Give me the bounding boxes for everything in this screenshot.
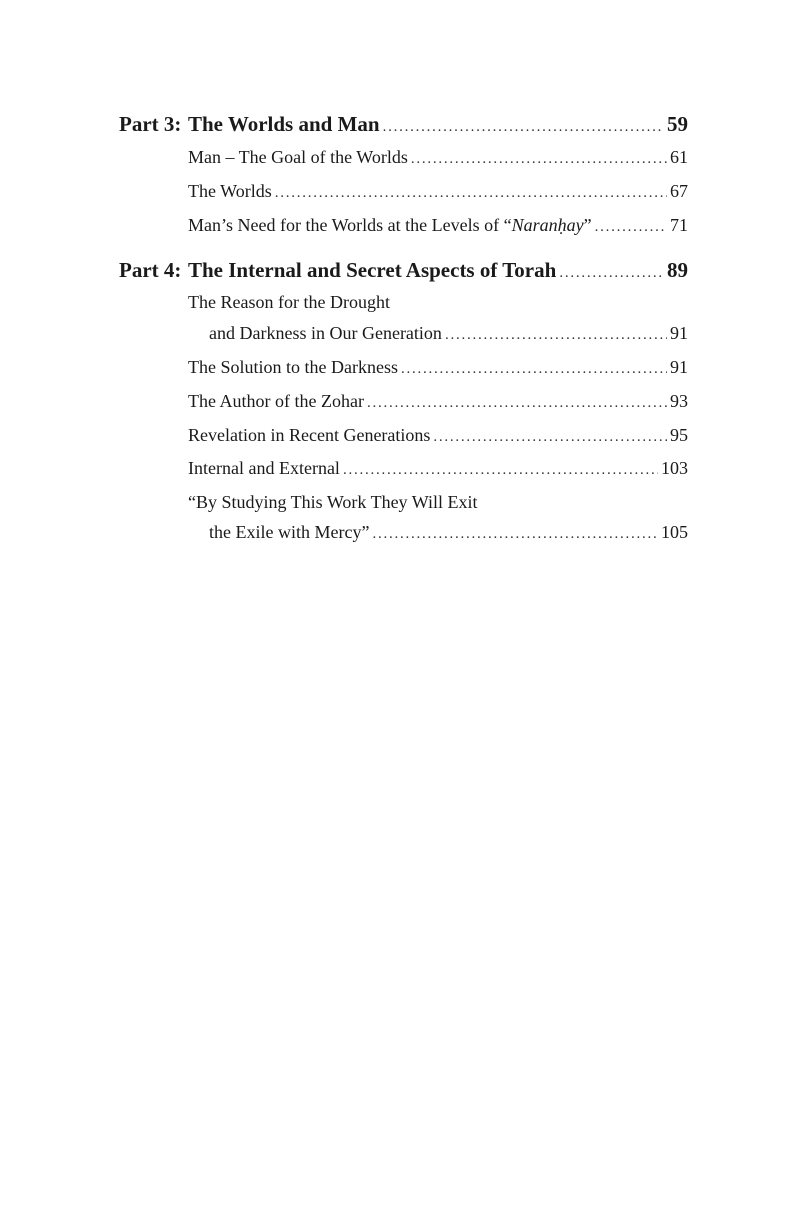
part-4-title: The Internal and Secret Aspects of Torah xyxy=(188,258,557,282)
toc-entry-title-line1: “By Studying This Work They Will Exit xyxy=(188,492,478,512)
toc-entry-title: Internal and External xyxy=(188,458,340,478)
toc-entry xyxy=(188,391,688,412)
dot-leader xyxy=(401,361,667,378)
toc-entry-title-line2: and Darkness in Our Generation xyxy=(209,323,442,343)
dot-leader xyxy=(559,265,664,282)
dot-leader xyxy=(433,429,667,446)
dot-leader xyxy=(367,395,667,412)
toc-entry-title-italic: Naranḥay xyxy=(511,215,584,235)
toc-entry-page: 95 xyxy=(670,425,688,445)
toc-entry-title: Man – The Goal of the Worlds xyxy=(188,147,408,167)
toc-entry xyxy=(188,357,688,378)
dot-leader xyxy=(411,151,667,168)
toc-entry-page: 61 xyxy=(670,147,688,167)
dot-leader xyxy=(595,219,667,236)
toc-entry-title: The Worlds xyxy=(188,181,272,201)
toc-entry-title xyxy=(188,215,592,236)
toc-entry xyxy=(188,458,688,479)
toc-entry xyxy=(188,215,688,236)
toc-entry-title-line1: The Reason for the Drought xyxy=(188,292,390,312)
toc-entry-page: 91 xyxy=(670,357,688,377)
toc-entry-title-line2: the Exile with Mercy” xyxy=(209,522,370,542)
toc-entry xyxy=(209,323,688,344)
toc-entry-page: 71 xyxy=(670,215,688,235)
toc-entry xyxy=(188,147,688,168)
toc-entry-page: 103 xyxy=(661,458,688,478)
part-4-heading xyxy=(188,258,688,283)
toc-entry-title-suffix: ” xyxy=(583,215,592,235)
part-4-page: 89 xyxy=(667,258,688,282)
toc-entry-title: The Solution to the Darkness xyxy=(188,357,398,377)
toc-entry-page: 93 xyxy=(670,391,688,411)
toc-entry-title: The Author of the Zohar xyxy=(188,391,364,411)
toc-entry-page: 91 xyxy=(670,323,688,343)
part-4-label: Part 4: xyxy=(119,258,182,282)
dot-leader xyxy=(275,185,667,202)
toc-entry-page: 67 xyxy=(670,181,688,201)
toc-entry xyxy=(188,425,688,446)
toc-entry xyxy=(188,181,688,202)
toc-entry-title-prefix: Man’s Need for the Worlds at the Levels of “ xyxy=(188,215,512,235)
dot-leader xyxy=(343,462,658,479)
part-3-title: The Worlds and Man xyxy=(188,112,380,136)
part-3-page: 59 xyxy=(667,112,688,136)
dot-leader xyxy=(445,327,667,344)
toc-entry-page: 105 xyxy=(661,522,688,542)
toc-entry xyxy=(209,522,688,543)
part-3-heading xyxy=(188,112,688,137)
toc-entry-title: Revelation in Recent Generations xyxy=(188,425,431,445)
dot-leader xyxy=(372,526,658,543)
part-3-label: Part 3: xyxy=(119,112,182,136)
dot-leader xyxy=(383,119,664,136)
